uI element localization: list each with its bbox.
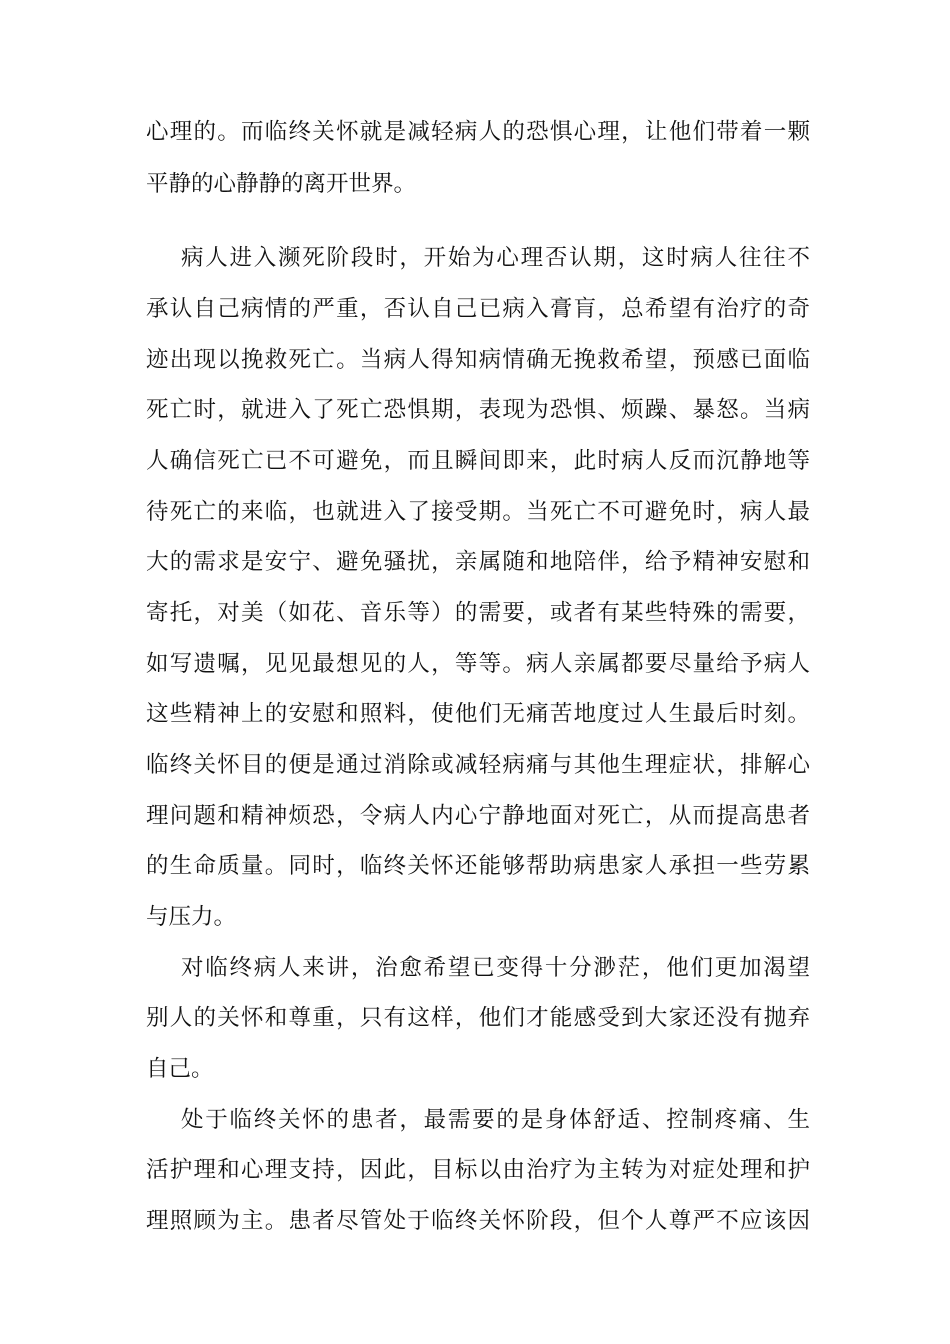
paragraph-first-line: 处于临终关怀的患者，最需要的是身体舒适、控制疼痛、生 bbox=[181, 1107, 810, 1133]
text-line: 理问题和精神烦恐，令病人内心宁静地面对死亡，从而提高患者 bbox=[146, 803, 810, 829]
text-line: 临终关怀目的便是通过消除或减轻病痛与其他生理症状，排解心 bbox=[146, 752, 810, 778]
paragraph-first-line: 对临终病人来讲，治愈希望已变得十分渺茫，他们更加渴望 bbox=[181, 955, 810, 981]
text-line: 的生命质量。同时，临终关怀还能够帮助病患家人承担一些劳累 bbox=[146, 853, 810, 879]
text-line: 待死亡的来临，也就进入了接受期。当死亡不可避免时，病人最 bbox=[146, 499, 810, 525]
paragraph-first-line: 病人进入濒死阶段时，开始为心理否认期，这时病人往往不 bbox=[181, 245, 810, 271]
text-line: 大的需求是安宁、避免骚扰，亲属随和地陪伴，给予精神安慰和 bbox=[146, 549, 810, 575]
text-line: 人确信死亡已不可避免，而且瞬间即来，此时病人反而沉静地等 bbox=[146, 448, 810, 474]
text-line: 这些精神上的安慰和照料，使他们无痛苦地度过人生最后时刻。 bbox=[146, 701, 810, 727]
text-line: 死亡时，就进入了死亡恐惧期，表现为恐惧、烦躁、暴怒。当病 bbox=[146, 397, 810, 423]
text-line: 承认自己病情的严重，否认自己已病入膏肓，总希望有治疗的奇 bbox=[146, 296, 810, 322]
text-line: 迹出现以挽救死亡。当病人得知病情确无挽救希望，预感已面临 bbox=[146, 347, 810, 373]
text-line: 自己。 bbox=[146, 1056, 214, 1082]
text-line: 平静的心静静的离开世界。 bbox=[146, 171, 417, 197]
text-line: 别人的关怀和尊重，只有这样，他们才能感受到大家还没有抛弃 bbox=[146, 1005, 810, 1031]
text-line: 与压力。 bbox=[146, 904, 237, 930]
text-line: 如写遗嘱，见见最想见的人，等等。病人亲属都要尽量给予病人 bbox=[146, 651, 810, 677]
text-line: 寄托，对美（如花、音乐等）的需要，或者有某些特殊的需要， bbox=[146, 600, 810, 626]
text-line: 活护理和心理支持，因此，目标以由治疗为主转为对症处理和护 bbox=[146, 1157, 810, 1183]
text-line: 理照顾为主。患者尽管处于临终关怀阶段，但个人尊严不应该因 bbox=[146, 1208, 810, 1234]
text-line: 心理的。而临终关怀就是减轻病人的恐惧心理，让他们带着一颗 bbox=[146, 119, 810, 145]
